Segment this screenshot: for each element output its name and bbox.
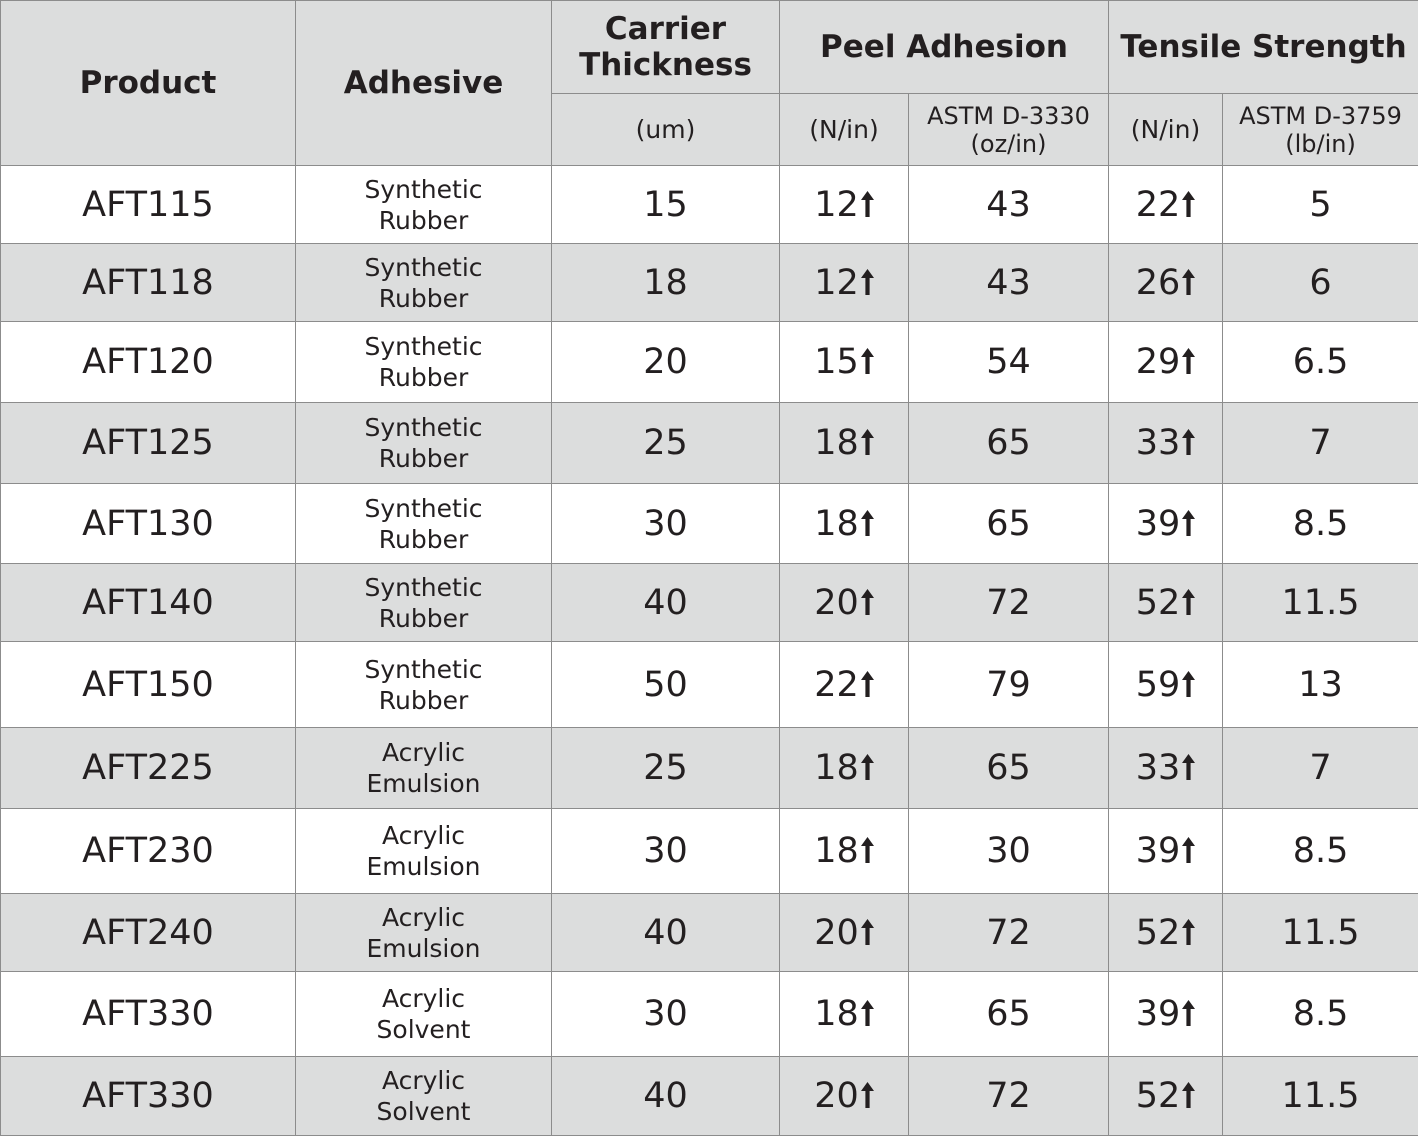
- cell-tensile-lbin: 6: [1223, 244, 1418, 322]
- cell-peel-ozin: 65: [909, 484, 1109, 564]
- header-carrier-unit: (um): [552, 94, 780, 166]
- up-arrow-icon: [1182, 671, 1195, 697]
- cell-adhesive: Synthetic Rubber: [296, 244, 552, 322]
- cell-thickness: 20: [552, 322, 780, 403]
- cell-tensile-nin: [1109, 728, 1223, 809]
- up-arrow-icon: [861, 919, 874, 945]
- table-row: [1, 1057, 1418, 1136]
- header-carrier-thickness: Carrier Thickness: [552, 1, 780, 94]
- up-arrow-icon: [1182, 429, 1195, 455]
- tensile-nin-value: 29: [1136, 342, 1181, 382]
- peel-nin-value: 20: [814, 1076, 859, 1116]
- cell-peel-nin: [780, 484, 909, 564]
- header-tensile-unit: (N/in): [1109, 94, 1223, 166]
- cell-tensile-lbin: 8.5: [1223, 972, 1418, 1057]
- cell-peel-ozin: 72: [909, 1057, 1109, 1136]
- up-arrow-icon: [861, 191, 874, 217]
- cell-thickness: 40: [552, 894, 780, 972]
- cell-peel-nin: [780, 972, 909, 1057]
- peel-nin-value: 18: [814, 423, 859, 463]
- peel-nin-value: 18: [814, 831, 859, 871]
- cell-peel-ozin: 72: [909, 564, 1109, 642]
- cell-peel-ozin: 54: [909, 322, 1109, 403]
- up-arrow-icon: [861, 348, 874, 374]
- tensile-nin-value: 52: [1136, 913, 1181, 953]
- up-arrow-icon: [1182, 191, 1195, 217]
- header-product: Product: [1, 1, 296, 166]
- table-row: [1, 166, 1418, 244]
- cell-tensile-lbin: 6.5: [1223, 322, 1418, 403]
- cell-peel-nin: [780, 1057, 909, 1136]
- cell-tensile-nin: [1109, 322, 1223, 403]
- up-arrow-icon: [861, 429, 874, 455]
- header-tensile-astm: ASTM D-3759 (lb/in): [1223, 94, 1418, 166]
- cell-tensile-nin: [1109, 809, 1223, 894]
- cell-adhesive: Acrylic Solvent: [296, 972, 552, 1057]
- cell-peel-ozin: 30: [909, 809, 1109, 894]
- peel-nin-value: 12: [814, 263, 859, 303]
- cell-peel-nin: [780, 894, 909, 972]
- up-arrow-icon: [861, 837, 874, 863]
- up-arrow-icon: [861, 754, 874, 780]
- header-adhesive: Adhesive: [296, 1, 552, 166]
- cell-tensile-nin: [1109, 484, 1223, 564]
- cell-adhesive: Synthetic Rubber: [296, 166, 552, 244]
- tensile-nin-value: 39: [1136, 994, 1181, 1034]
- cell-thickness: 30: [552, 484, 780, 564]
- up-arrow-icon: [861, 671, 874, 697]
- up-arrow-icon: [861, 589, 874, 615]
- cell-thickness: 40: [552, 564, 780, 642]
- cell-peel-nin: [780, 322, 909, 403]
- tensile-nin-value: 52: [1136, 1076, 1181, 1116]
- cell-product: AFT140: [1, 564, 296, 642]
- cell-product: AFT330: [1, 1057, 296, 1136]
- cell-product: AFT125: [1, 403, 296, 484]
- cell-peel-ozin: 65: [909, 403, 1109, 484]
- table-row: [1, 809, 1418, 894]
- tensile-nin-value: 26: [1136, 263, 1181, 303]
- cell-tensile-lbin: 7: [1223, 728, 1418, 809]
- cell-product: AFT120: [1, 322, 296, 403]
- cell-tensile-nin: [1109, 642, 1223, 728]
- table-row: [1, 322, 1418, 403]
- cell-product: AFT115: [1, 166, 296, 244]
- cell-tensile-nin: [1109, 894, 1223, 972]
- cell-peel-ozin: 79: [909, 642, 1109, 728]
- cell-thickness: 30: [552, 972, 780, 1057]
- table-row: [1, 972, 1418, 1057]
- table-row: [1, 642, 1418, 728]
- cell-thickness: 15: [552, 166, 780, 244]
- tensile-nin-value: 39: [1136, 831, 1181, 871]
- cell-tensile-nin: [1109, 244, 1223, 322]
- cell-tensile-nin: [1109, 1057, 1223, 1136]
- table-row: [1, 403, 1418, 484]
- cell-thickness: 30: [552, 809, 780, 894]
- cell-adhesive: Acrylic Emulsion: [296, 894, 552, 972]
- table-row: [1, 728, 1418, 809]
- cell-peel-nin: [780, 244, 909, 322]
- cell-peel-nin: [780, 728, 909, 809]
- cell-product: AFT330: [1, 972, 296, 1057]
- cell-adhesive: Synthetic Rubber: [296, 322, 552, 403]
- header-peel-astm: ASTM D-3330 (oz/in): [909, 94, 1109, 166]
- tensile-nin-value: 39: [1136, 504, 1181, 544]
- cell-tensile-lbin: 7: [1223, 403, 1418, 484]
- peel-nin-value: 12: [814, 185, 859, 225]
- up-arrow-icon: [1182, 919, 1195, 945]
- up-arrow-icon: [1182, 510, 1195, 536]
- up-arrow-icon: [1182, 348, 1195, 374]
- up-arrow-icon: [861, 269, 874, 295]
- up-arrow-icon: [1182, 589, 1195, 615]
- cell-tensile-lbin: 8.5: [1223, 484, 1418, 564]
- header-peel-unit: (N/in): [780, 94, 909, 166]
- peel-nin-value: 18: [814, 994, 859, 1034]
- cell-thickness: 18: [552, 244, 780, 322]
- cell-adhesive: Synthetic Rubber: [296, 564, 552, 642]
- peel-nin-value: 22: [814, 665, 859, 705]
- up-arrow-icon: [861, 510, 874, 536]
- cell-tensile-nin: [1109, 166, 1223, 244]
- up-arrow-icon: [1182, 1000, 1195, 1026]
- cell-tensile-lbin: 8.5: [1223, 809, 1418, 894]
- cell-product: AFT225: [1, 728, 296, 809]
- tensile-nin-value: 33: [1136, 423, 1181, 463]
- tensile-nin-value: 22: [1136, 185, 1181, 225]
- cell-tensile-lbin: 11.5: [1223, 894, 1418, 972]
- cell-tensile-lbin: 11.5: [1223, 1057, 1418, 1136]
- tensile-nin-value: 33: [1136, 748, 1181, 788]
- table-row: [1, 484, 1418, 564]
- peel-nin-value: 20: [814, 913, 859, 953]
- header-peel-adhesion: Peel Adhesion: [780, 1, 1109, 94]
- cell-thickness: 40: [552, 1057, 780, 1136]
- up-arrow-icon: [1182, 754, 1195, 780]
- cell-peel-nin: [780, 642, 909, 728]
- cell-product: AFT150: [1, 642, 296, 728]
- cell-peel-ozin: 43: [909, 166, 1109, 244]
- cell-adhesive: Synthetic Rubber: [296, 403, 552, 484]
- up-arrow-icon: [861, 1082, 874, 1108]
- peel-nin-value: 18: [814, 504, 859, 544]
- cell-product: AFT240: [1, 894, 296, 972]
- cell-peel-ozin: 65: [909, 972, 1109, 1057]
- cell-peel-nin: [780, 403, 909, 484]
- peel-nin-value: 15: [814, 342, 859, 382]
- table-row: [1, 244, 1418, 322]
- cell-adhesive: Acrylic Emulsion: [296, 809, 552, 894]
- cell-tensile-lbin: 13: [1223, 642, 1418, 728]
- cell-adhesive: Synthetic Rubber: [296, 642, 552, 728]
- cell-thickness: 25: [552, 403, 780, 484]
- up-arrow-icon: [1182, 269, 1195, 295]
- table-row: [1, 564, 1418, 642]
- cell-tensile-nin: [1109, 972, 1223, 1057]
- cell-peel-ozin: 43: [909, 244, 1109, 322]
- up-arrow-icon: [1182, 837, 1195, 863]
- peel-nin-value: 20: [814, 583, 859, 623]
- cell-thickness: 25: [552, 728, 780, 809]
- peel-nin-value: 18: [814, 748, 859, 788]
- cell-thickness: 50: [552, 642, 780, 728]
- up-arrow-icon: [861, 1000, 874, 1026]
- tensile-nin-value: 59: [1136, 665, 1181, 705]
- cell-tensile-nin: [1109, 564, 1223, 642]
- cell-product: AFT118: [1, 244, 296, 322]
- table-row: [1, 894, 1418, 972]
- header-tensile-strength: Tensile Strength: [1109, 1, 1418, 94]
- cell-tensile-lbin: 5: [1223, 166, 1418, 244]
- cell-peel-nin: [780, 564, 909, 642]
- cell-adhesive: Acrylic Solvent: [296, 1057, 552, 1136]
- cell-peel-ozin: 65: [909, 728, 1109, 809]
- up-arrow-icon: [1182, 1082, 1195, 1108]
- cell-adhesive: Acrylic Emulsion: [296, 728, 552, 809]
- cell-tensile-nin: [1109, 403, 1223, 484]
- cell-product: AFT130: [1, 484, 296, 564]
- cell-adhesive: Synthetic Rubber: [296, 484, 552, 564]
- cell-product: AFT230: [1, 809, 296, 894]
- cell-peel-nin: [780, 166, 909, 244]
- tensile-nin-value: 52: [1136, 583, 1181, 623]
- cell-tensile-lbin: 11.5: [1223, 564, 1418, 642]
- cell-peel-nin: [780, 809, 909, 894]
- cell-peel-ozin: 72: [909, 894, 1109, 972]
